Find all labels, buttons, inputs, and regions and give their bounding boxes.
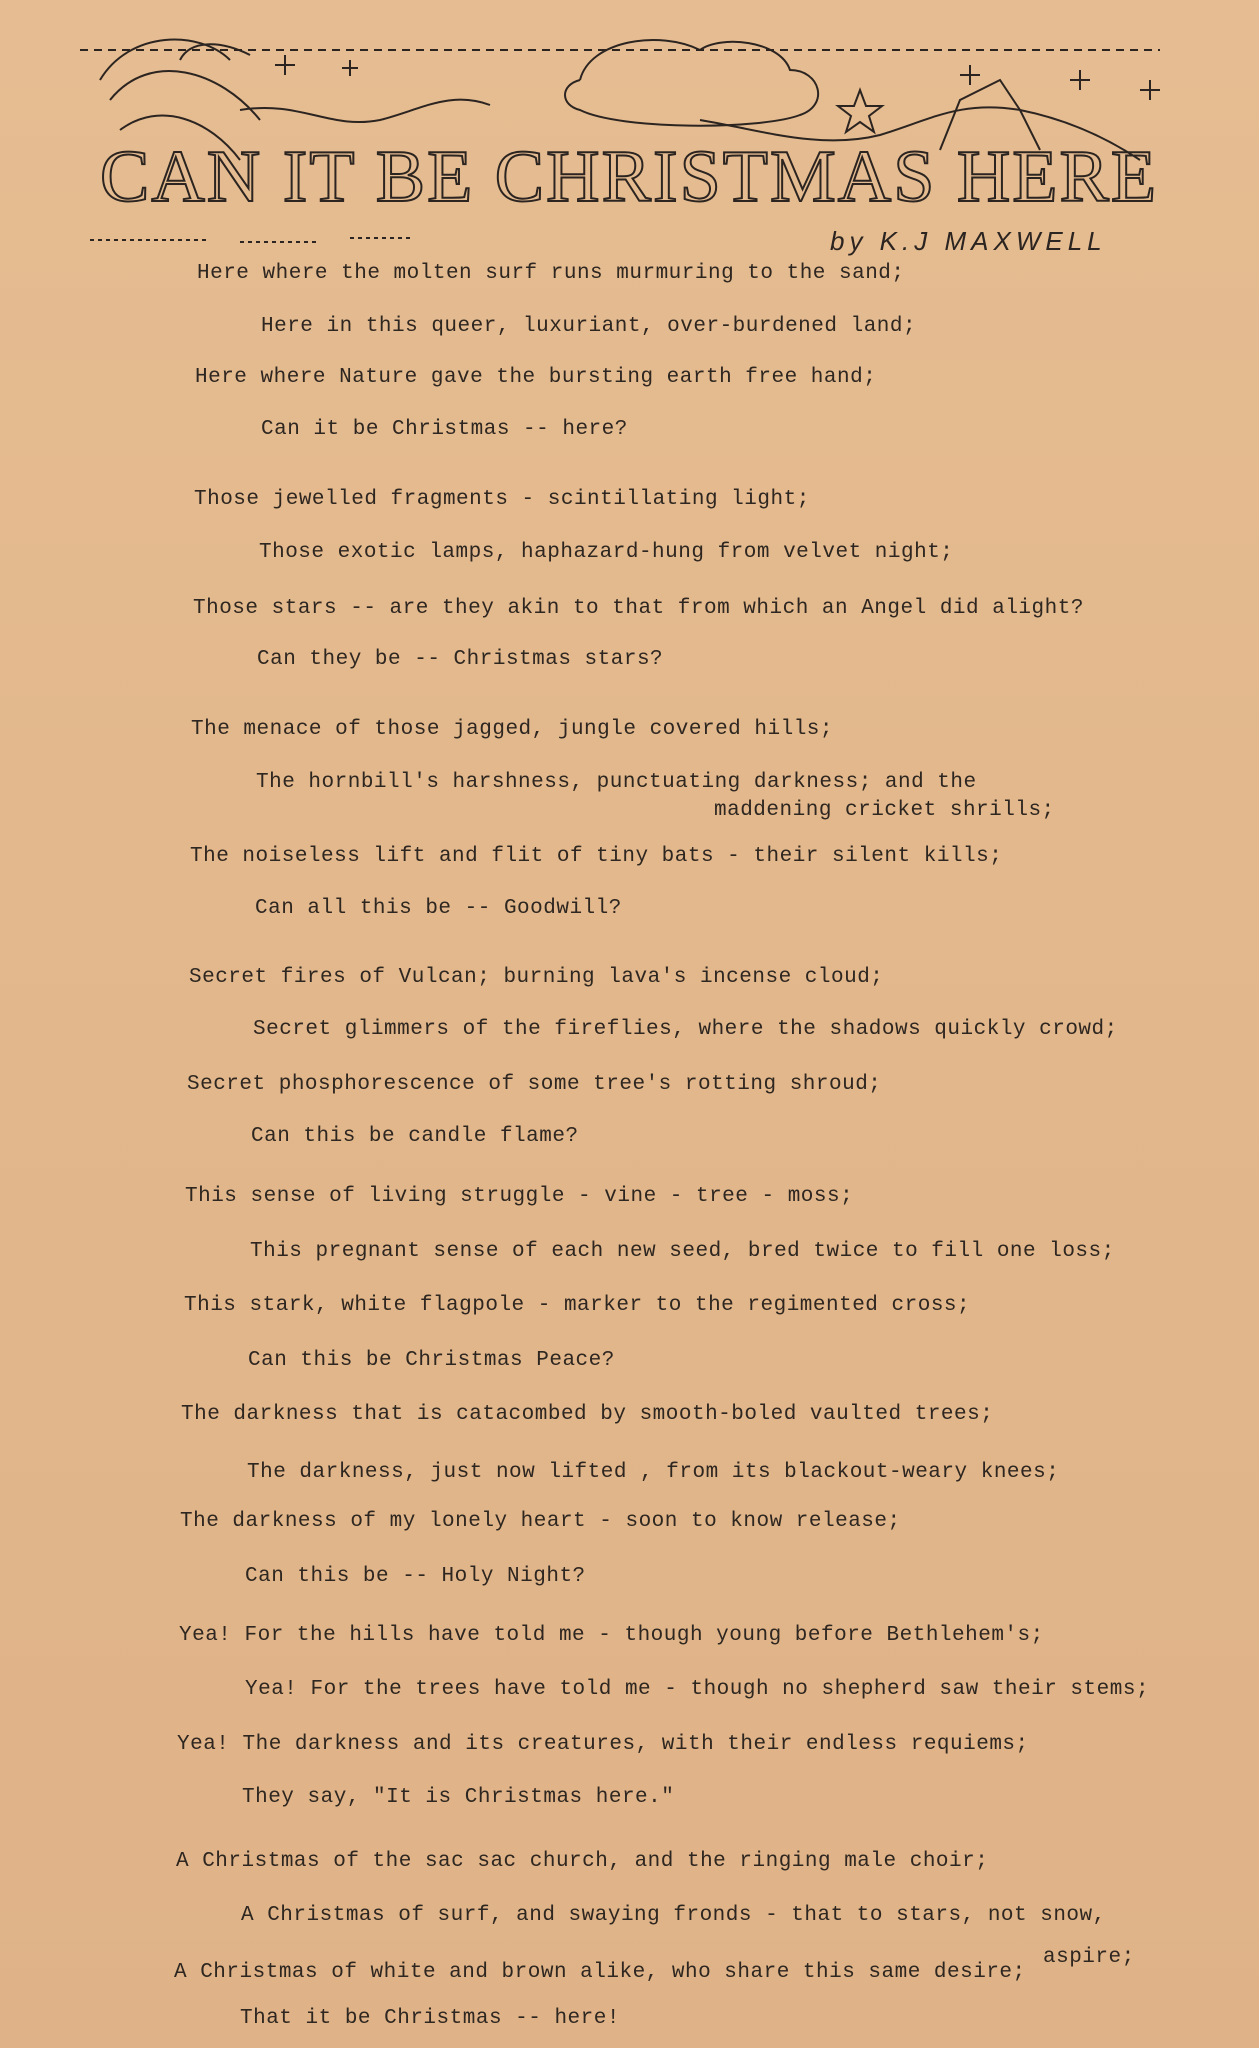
poem-line: Those exotic lamps, haphazard-hung from velvet night; (259, 541, 954, 564)
poem-line: The darkness, just now lifted , from its blackout-weary knees; (247, 1461, 1060, 1484)
poem-line: Secret fires of Vulcan; burning lava's incense cloud; (189, 966, 884, 989)
poem-title: CAN IT BE CHRISTMAS HERE (100, 136, 1159, 218)
poem-line: Yea! For the hills have told me - though young before Bethlehem's; (179, 1624, 1044, 1647)
poem-line: A Christmas of white and brown alike, who share this same desire; (174, 1961, 1026, 1984)
poem-line: maddening cricket shrills; (714, 799, 1055, 822)
poem-line: Here in this queer, luxuriant, over-burdened land; (261, 315, 917, 338)
poem-line: Those jewelled fragments - scintillating light; (194, 488, 810, 511)
poem-line: Can all this be -- Goodwill? (255, 897, 622, 920)
poem-line: Can this be -- Holy Night? (245, 1565, 586, 1588)
poem-line: Yea! For the trees have told me - though no shepherd saw their stems; (245, 1678, 1150, 1701)
poem-line: The menace of those jagged, jungle covered hills; (191, 718, 834, 741)
poem-line: The darkness that is catacombed by smooth-boled vaulted trees; (181, 1403, 994, 1426)
poem-line: Those stars -- are they akin to that from which an Angel did alight? (193, 597, 1084, 620)
poem-line: That it be Christmas -- here! (240, 2007, 620, 2030)
poem-line: Can they be -- Christmas stars? (257, 648, 664, 671)
poem-byline: by K.J MAXWELL (830, 226, 1107, 256)
poem-line: Here where the molten surf runs murmuring to the sand; (197, 262, 905, 285)
poem-line: Can this be candle flame? (251, 1125, 579, 1148)
poem-line: Can this be Christmas Peace? (248, 1349, 615, 1372)
poem-line: Can it be Christmas -- here? (261, 418, 628, 441)
poem-line: The hornbill's harshness, punctuating darkness; and the (256, 771, 977, 794)
poem-line: They say, "It is Christmas here." (242, 1786, 675, 1809)
poem-line: Here where Nature gave the bursting earth free hand; (195, 366, 877, 389)
poem-line: aspire; (1043, 1946, 1135, 1969)
poem-line: A Christmas of the sac sac church, and the ringing male choir; (176, 1850, 989, 1873)
poem-line: Yea! The darkness and its creatures, with their endless requiems; (177, 1733, 1029, 1756)
poem-line: This pregnant sense of each new seed, bred twice to fill one loss; (250, 1240, 1115, 1263)
poem-line: A Christmas of surf, and swaying fronds - that to stars, not snow, (241, 1904, 1106, 1927)
poem-line: Secret glimmers of the fireflies, where the shadows quickly crowd; (253, 1018, 1118, 1041)
poem-line: The darkness of my lonely heart - soon to know release; (180, 1510, 901, 1533)
poem-line: This stark, white flagpole - marker to the regimented cross; (184, 1294, 971, 1317)
poem-line: Secret phosphorescence of some tree's rotting shroud; (187, 1073, 882, 1096)
poem-line: The noiseless lift and flit of tiny bats - their silent kills; (190, 845, 1003, 868)
poem-line: This sense of living struggle - vine - tree - moss; (185, 1185, 854, 1208)
